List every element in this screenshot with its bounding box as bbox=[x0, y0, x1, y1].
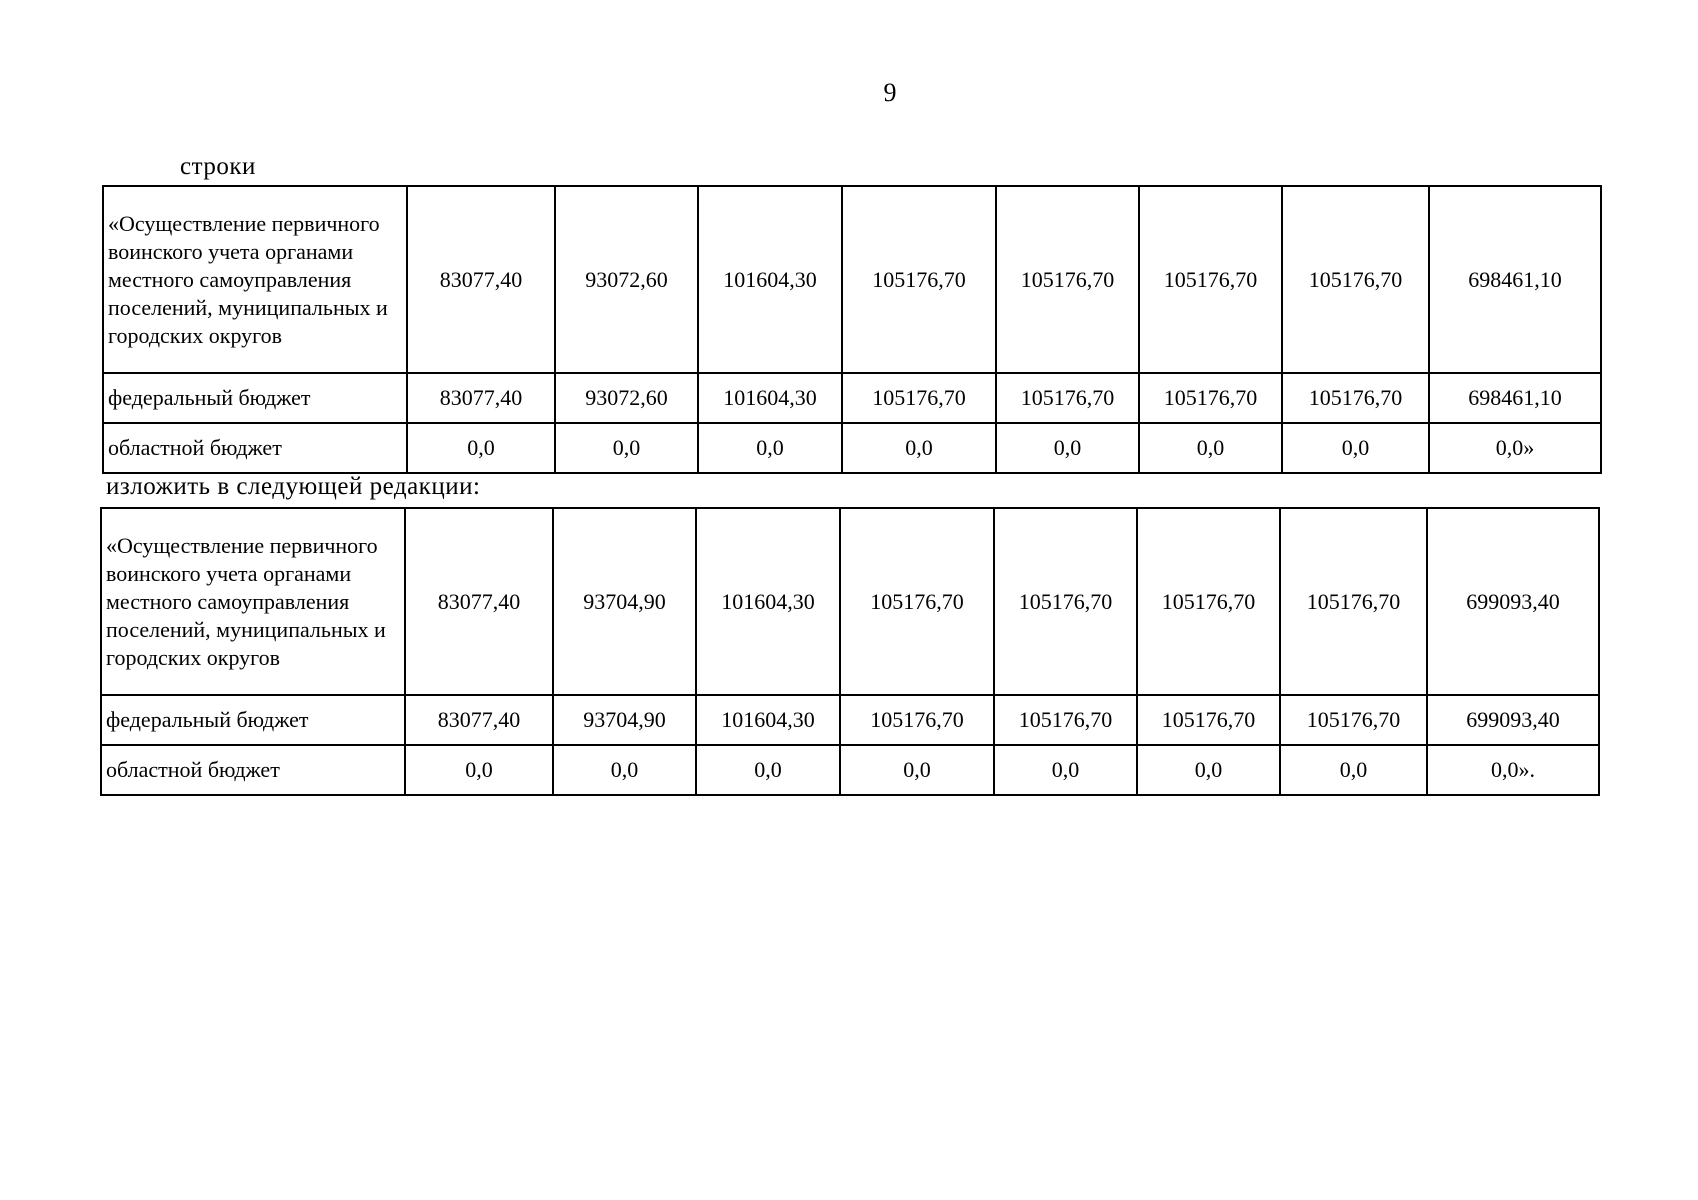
value-cell: 0,0». bbox=[1427, 745, 1599, 795]
value-cell: 0,0 bbox=[698, 423, 842, 473]
value-cell: 0,0 bbox=[996, 423, 1139, 473]
intro-text-after: изложить в следующей редакции: bbox=[106, 473, 481, 500]
value-cell: 0,0 bbox=[1282, 423, 1429, 473]
value-cell: 0,0 bbox=[555, 423, 698, 473]
value-cell: 0,0 bbox=[405, 745, 553, 795]
value-cell: 0,0 bbox=[1139, 423, 1282, 473]
value-cell: 105176,70 bbox=[996, 186, 1139, 373]
value-cell: 105176,70 bbox=[840, 695, 994, 745]
value-cell: 105176,70 bbox=[1139, 186, 1282, 373]
value-cell: 698461,10 bbox=[1429, 373, 1601, 423]
value-cell: 105176,70 bbox=[1282, 186, 1429, 373]
value-cell: 101604,30 bbox=[696, 695, 840, 745]
row-label-cell: областной бюджет bbox=[103, 423, 407, 473]
value-cell: 0,0 bbox=[840, 745, 994, 795]
value-cell: 699093,40 bbox=[1427, 508, 1599, 695]
value-cell: 105176,70 bbox=[1280, 695, 1427, 745]
value-cell: 0,0 bbox=[696, 745, 840, 795]
value-cell: 101604,30 bbox=[698, 186, 842, 373]
value-cell: 0,0 bbox=[1280, 745, 1427, 795]
value-cell: 105176,70 bbox=[840, 508, 994, 695]
row-label-cell: «Осуществление первичного воинского учета органами местного самоуправления поселений, муниципальных и городских округов bbox=[101, 508, 405, 695]
value-cell: 93704,90 bbox=[553, 508, 696, 695]
value-cell: 105176,70 bbox=[1137, 695, 1280, 745]
intro-text-before: строки bbox=[180, 153, 256, 180]
row-label-cell: областной бюджет bbox=[101, 745, 405, 795]
value-cell: 101604,30 bbox=[698, 373, 842, 423]
value-cell: 105176,70 bbox=[994, 695, 1137, 745]
value-cell: 699093,40 bbox=[1427, 695, 1599, 745]
budget-table-new bbox=[100, 507, 1600, 796]
budget-table-old bbox=[102, 185, 1602, 474]
value-cell: 93072,60 bbox=[555, 373, 698, 423]
value-cell: 93072,60 bbox=[555, 186, 698, 373]
table-row bbox=[101, 508, 1599, 695]
table-row bbox=[101, 695, 1599, 745]
row-label-cell: федеральный бюджет bbox=[103, 373, 407, 423]
value-cell: 83077,40 bbox=[405, 695, 553, 745]
table-row bbox=[103, 423, 1601, 473]
value-cell: 105176,70 bbox=[1282, 373, 1429, 423]
value-cell: 83077,40 bbox=[407, 373, 555, 423]
value-cell: 105176,70 bbox=[1137, 508, 1280, 695]
value-cell: 83077,40 bbox=[405, 508, 553, 695]
value-cell: 0,0 bbox=[842, 423, 996, 473]
value-cell: 0,0 bbox=[553, 745, 696, 795]
value-cell: 105176,70 bbox=[842, 373, 996, 423]
value-cell: 105176,70 bbox=[1139, 373, 1282, 423]
page-number: 9 bbox=[883, 78, 897, 107]
table-row bbox=[103, 373, 1601, 423]
table-row bbox=[101, 745, 1599, 795]
value-cell: 83077,40 bbox=[407, 186, 555, 373]
value-cell: 0,0» bbox=[1429, 423, 1601, 473]
value-cell: 105176,70 bbox=[994, 508, 1137, 695]
value-cell: 698461,10 bbox=[1429, 186, 1601, 373]
row-label-cell: федеральный бюджет bbox=[101, 695, 405, 745]
value-cell: 105176,70 bbox=[996, 373, 1139, 423]
value-cell: 0,0 bbox=[407, 423, 555, 473]
row-label-cell: «Осуществление первичного воинского учета органами местного самоуправления поселений, муниципальных и городских округов bbox=[103, 186, 407, 373]
value-cell: 105176,70 bbox=[842, 186, 996, 373]
value-cell: 101604,30 bbox=[696, 508, 840, 695]
value-cell: 0,0 bbox=[994, 745, 1137, 795]
table-row bbox=[103, 186, 1601, 373]
value-cell: 105176,70 bbox=[1280, 508, 1427, 695]
value-cell: 0,0 bbox=[1137, 745, 1280, 795]
value-cell: 93704,90 bbox=[553, 695, 696, 745]
